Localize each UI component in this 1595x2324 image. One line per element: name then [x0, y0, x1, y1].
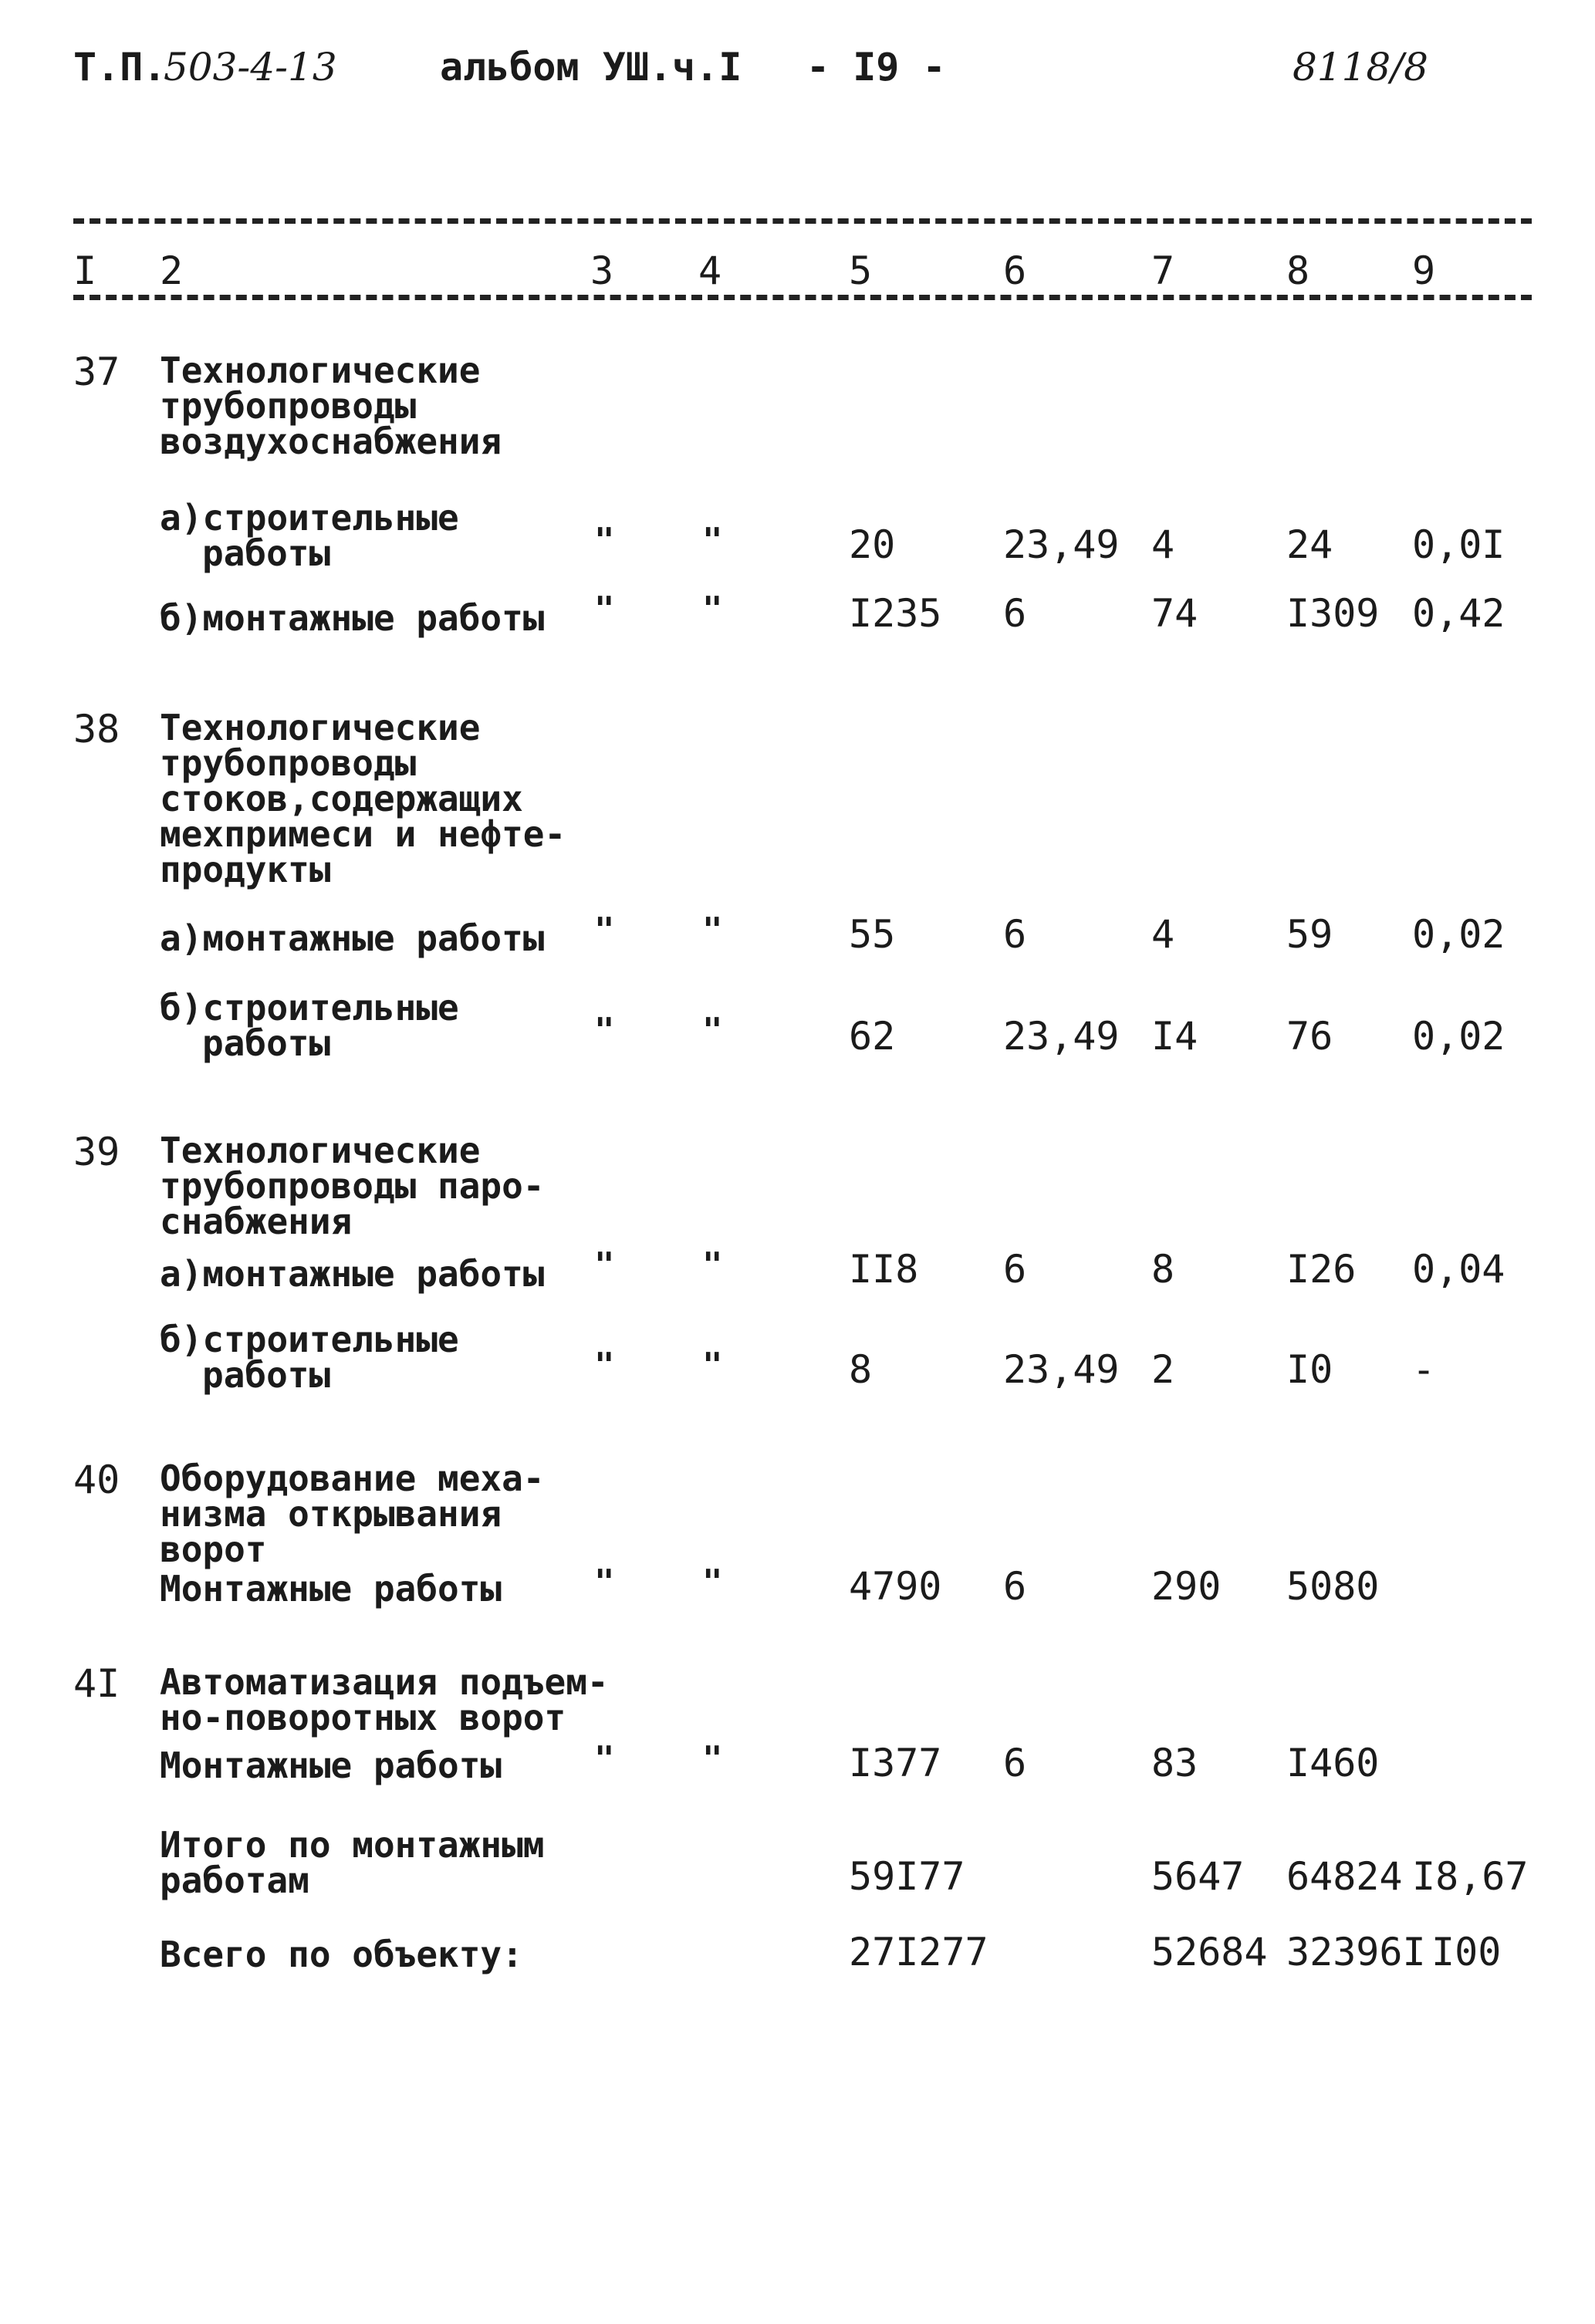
row-label: б)монтажные работы — [160, 597, 545, 639]
cell-col7: I4 — [1151, 1014, 1198, 1059]
ditto-mark: " — [702, 1739, 723, 1778]
cell-col8: 5080 — [1286, 1564, 1380, 1609]
ditto-mark: " — [702, 1562, 723, 1602]
cell-col9: 0,04 — [1412, 1247, 1505, 1292]
row-label: б)строительные — [160, 1319, 459, 1360]
column-number-4: 4 — [698, 248, 722, 293]
header-rule-top — [73, 218, 1532, 224]
cell-col5: 62 — [849, 1014, 896, 1059]
cell-col7: 4 — [1151, 912, 1175, 957]
item-title-line: мехпримеси и нефте- — [160, 813, 566, 855]
item-number: 38 — [73, 707, 120, 752]
cell-col8: I460 — [1286, 1741, 1380, 1785]
album-reference: альбом УШ.ч.I — [440, 45, 742, 90]
column-number-1: I — [73, 248, 97, 293]
row-label: а)строительные — [160, 497, 459, 539]
item-title-line: снабжения — [160, 1201, 353, 1242]
cell-col5: 8 — [849, 1347, 873, 1392]
cell-col8: I309 — [1286, 591, 1380, 636]
item-title-line: воздухоснабжения — [160, 421, 502, 462]
ditto-mark: " — [594, 1245, 615, 1285]
cell-col7: 83 — [1151, 1741, 1198, 1785]
ditto-mark: " — [594, 521, 615, 560]
total-col5: 59I77 — [849, 1854, 965, 1899]
grand-total-col5: 27I277 — [849, 1930, 988, 1974]
cell-col5: II8 — [849, 1247, 919, 1292]
item-title-line: продукты — [160, 849, 331, 890]
cell-col9: 0,02 — [1412, 912, 1505, 957]
cell-col8: 59 — [1286, 912, 1333, 957]
tp-code: 503-4-13 — [164, 45, 337, 90]
cell-col9: 0,02 — [1412, 1014, 1505, 1059]
item-number: 37 — [73, 350, 120, 394]
item-title-line: Технологические — [160, 707, 481, 748]
cell-col7: 290 — [1151, 1564, 1222, 1609]
row-label: а)монтажные работы — [160, 1253, 545, 1295]
cell-col8: 24 — [1286, 522, 1333, 567]
item-title-line: стоков,содержащих — [160, 778, 523, 819]
cell-col5: 4790 — [849, 1564, 942, 1609]
total-label: работам — [160, 1860, 309, 1901]
row-label: Монтажные работы — [160, 1745, 502, 1786]
item-title-line: Технологические — [160, 1130, 481, 1171]
row-label: б)строительные — [160, 987, 459, 1029]
ditto-mark: " — [702, 1346, 723, 1385]
item-number: 39 — [73, 1130, 120, 1174]
total-label: Итого по монтажным — [160, 1824, 545, 1866]
ditto-mark: " — [594, 1011, 615, 1050]
cell-col6: 23,49 — [1003, 1347, 1120, 1392]
item-title-line: Автоматизация подъем- — [160, 1661, 609, 1703]
ditto-mark: " — [702, 521, 723, 560]
item-title-line: трубопроводы — [160, 742, 417, 784]
cell-col7: 74 — [1151, 591, 1198, 636]
item-title-line: но-поворотных ворот — [160, 1697, 566, 1738]
grand-total-label: Всего по объекту: — [160, 1934, 523, 1975]
row-label: работы — [202, 1022, 331, 1064]
cell-col6: 23,49 — [1003, 522, 1120, 567]
ditto-mark: " — [594, 1346, 615, 1385]
cell-col5: I235 — [849, 591, 942, 636]
cell-col6: 6 — [1003, 1564, 1027, 1609]
ditto-mark: " — [702, 1245, 723, 1285]
grand-total-col8: 32396I — [1286, 1930, 1426, 1974]
item-title-line: трубопроводы паро- — [160, 1165, 545, 1207]
item-title-line: Оборудование меха- — [160, 1458, 545, 1499]
item-title-line: трубопроводы — [160, 385, 417, 427]
item-title-line: Технологические — [160, 350, 481, 391]
cell-col8: 76 — [1286, 1014, 1333, 1059]
cell-col5: I377 — [849, 1741, 942, 1785]
row-label: работы — [202, 1354, 331, 1396]
cell-col7: 8 — [1151, 1247, 1175, 1292]
cell-col5: 20 — [849, 522, 896, 567]
row-label: работы — [202, 532, 331, 574]
cell-col9: - — [1412, 1347, 1436, 1392]
cell-col8: I26 — [1286, 1247, 1357, 1292]
cell-col7: 4 — [1151, 522, 1175, 567]
cell-col6: 6 — [1003, 1247, 1027, 1292]
cell-col6: 6 — [1003, 1741, 1027, 1785]
cell-col9: 0,0I — [1412, 522, 1505, 567]
cell-col9: 0,42 — [1412, 591, 1505, 636]
ditto-mark: " — [594, 1562, 615, 1602]
ditto-mark: " — [594, 910, 615, 950]
column-number-2: 2 — [160, 248, 184, 293]
grand-total-col9: I00 — [1431, 1930, 1502, 1974]
total-col7: 5647 — [1151, 1854, 1245, 1899]
ditto-mark: " — [702, 589, 723, 629]
item-number: 40 — [73, 1458, 120, 1502]
item-title-line: низма открывания — [160, 1493, 502, 1535]
cell-col5: 55 — [849, 912, 896, 957]
cell-col6: 6 — [1003, 912, 1027, 957]
ditto-mark: " — [702, 1011, 723, 1050]
ditto-mark: " — [702, 910, 723, 950]
ditto-mark: " — [594, 589, 615, 629]
grand-total-col7: 52684 — [1151, 1930, 1268, 1974]
column-number-3: 3 — [590, 248, 614, 293]
header-rule-bottom — [73, 295, 1532, 300]
row-label: Монтажные работы — [160, 1568, 502, 1610]
column-number-5: 5 — [849, 248, 873, 293]
column-number-9: 9 — [1412, 248, 1436, 293]
cell-col8: I0 — [1286, 1347, 1333, 1392]
ditto-mark: " — [594, 1739, 615, 1778]
cell-col7: 2 — [1151, 1347, 1175, 1392]
column-number-6: 6 — [1003, 248, 1027, 293]
item-title-line: ворот — [160, 1529, 267, 1570]
item-number: 4I — [73, 1661, 120, 1706]
page-number: - I9 - — [806, 45, 946, 90]
tp-prefix: Т.П. — [73, 45, 167, 90]
column-number-7: 7 — [1151, 248, 1175, 293]
cell-col6: 6 — [1003, 591, 1027, 636]
total-col8: 64824 — [1286, 1854, 1403, 1899]
total-col9: I8,67 — [1412, 1854, 1529, 1899]
row-label: а)монтажные работы — [160, 917, 545, 959]
document-code: 8118/8 — [1293, 45, 1428, 90]
cell-col6: 23,49 — [1003, 1014, 1120, 1059]
column-number-8: 8 — [1286, 248, 1310, 293]
